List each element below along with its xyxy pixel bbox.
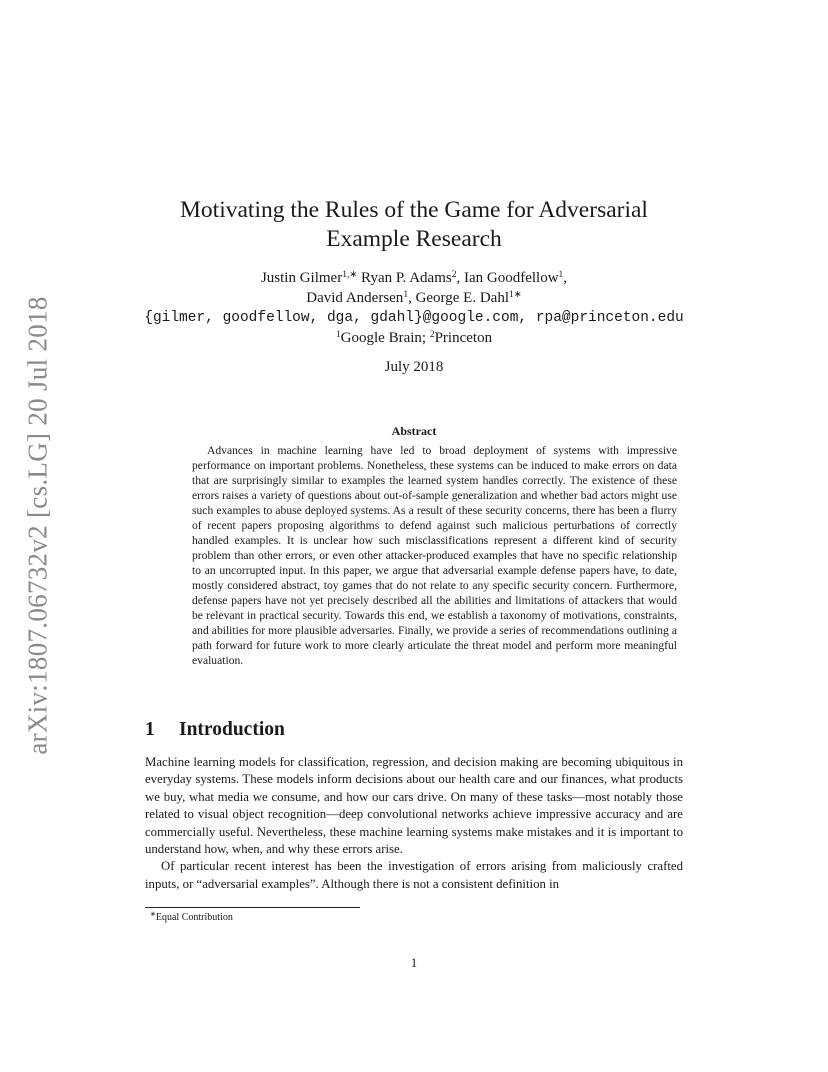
footnote-mark: ∗	[150, 910, 156, 918]
section-title: Introduction	[179, 719, 285, 740]
author-name: David Andersen	[306, 290, 404, 306]
author-line-1: Justin Gilmer$^{1,∗}$ Ryan P. Adams$^2$, Ian Goodfellow$^1$,	[260, 270, 568, 286]
introduction-body	[145, 754, 683, 893]
author-affiliation-mark: 2	[451, 270, 457, 280]
author-name: George E. Dahl	[415, 290, 510, 306]
body-paragraph: Machine learning models for classification, regression, and decision making are becoming ubiquitous in everyday systems. These models inform decisions about our health care and our finances, what products we buy, what media we consume, and how our cars drive. On many of these tasks—most notably those related to visual object recognition—deep convolutional networks achieve impressive accuracy and are commercially useful. Nevertheless, these machine learning systems make mistakes and it is important to understand how, when, and why these errors arise.	[145, 755, 683, 857]
section-number: 1	[145, 719, 155, 740]
author-affiliation-mark: 1	[558, 270, 564, 280]
author-name: Justin Gilmer	[260, 270, 343, 286]
abstract-text: Advances in machine learning have led to broad deployment of systems with impressive performance on important problems. Nonetheless, these systems can be induced to make errors on data that are surprisingly similar to examples the learned system handles correctly. The existence of these errors raises a variety of questions about out-of-sample generalization and whether bad actors might use such examples to abuse deployed systems. As a result of these security concerns, there has been a flurry of recent papers proposing algorithms to defend against such malicious perturbations of correctly handled examples. It is unclear how such misclassifications represent a different kind of security problem than other errors, or even other attacker-produced examples that have no specific relationship to an uncorrupted input. In this paper, we argue that adversarial example defense papers have, to date, mostly considered abstract, toy games that do not relate to any specific security concern. Furthermore, defense papers have not yet precisely described all the abilities and limitations of attackers that would be relevant in practical security. Towards this end, we establish a taxonomy of motivations, constraints, and abilities for more plausible adversaries. Finally, we provide a series of recommendations outlining a path forward for future work to more clearly articulate the threat model and perform more meaningful evaluation.	[192, 444, 677, 667]
author-affiliation-mark: 1∗	[509, 290, 522, 300]
footnote-divider	[145, 907, 360, 908]
author-affiliation-mark: 1,∗	[342, 270, 358, 280]
publication-date: July 2018	[384, 359, 444, 375]
affiliation-mark: 2	[429, 330, 435, 340]
author-emails: {gilmer, goodfellow, dga, gdahl}@google.com, rpa@princeton.edu	[144, 310, 684, 326]
author-name: Ian Goodfellow	[463, 270, 559, 286]
affiliations	[110, 328, 718, 348]
arxiv-identifier-stamp	[16, 295, 60, 755]
footnote-text: Equal Contribution	[155, 912, 233, 923]
section-heading	[145, 719, 285, 741]
author-affiliation-mark: 1	[403, 290, 409, 300]
body-paragraph: Of particular recent interest has been the investigation of errors arising from maliciously crafted inputs, or “adversarial examples”. Although there is not a consistent definition in	[145, 859, 683, 891]
paper-title	[130, 196, 698, 254]
author-name: Ryan P. Adams	[361, 270, 452, 286]
author-line-2: David Andersen$^1$, George E. Dahl$^{1∗}$	[306, 290, 522, 306]
arxiv-identifier-text: arXiv:1807.06732v2 [cs.LG] 20 Jul 2018	[22, 295, 53, 755]
footnote	[150, 912, 233, 923]
affiliation-name: Google Brain;	[340, 330, 427, 346]
affiliation-mark: 1	[335, 330, 341, 340]
affiliation-name: Princeton	[434, 330, 493, 346]
abstract-heading: Abstract	[391, 424, 437, 438]
paper-title-line-2: Example Research	[326, 226, 502, 252]
paper-title-line-1: Motivating the Rules of the Game for Adversarial	[180, 197, 648, 223]
author-block	[110, 268, 718, 348]
page-number: 1	[410, 956, 418, 970]
